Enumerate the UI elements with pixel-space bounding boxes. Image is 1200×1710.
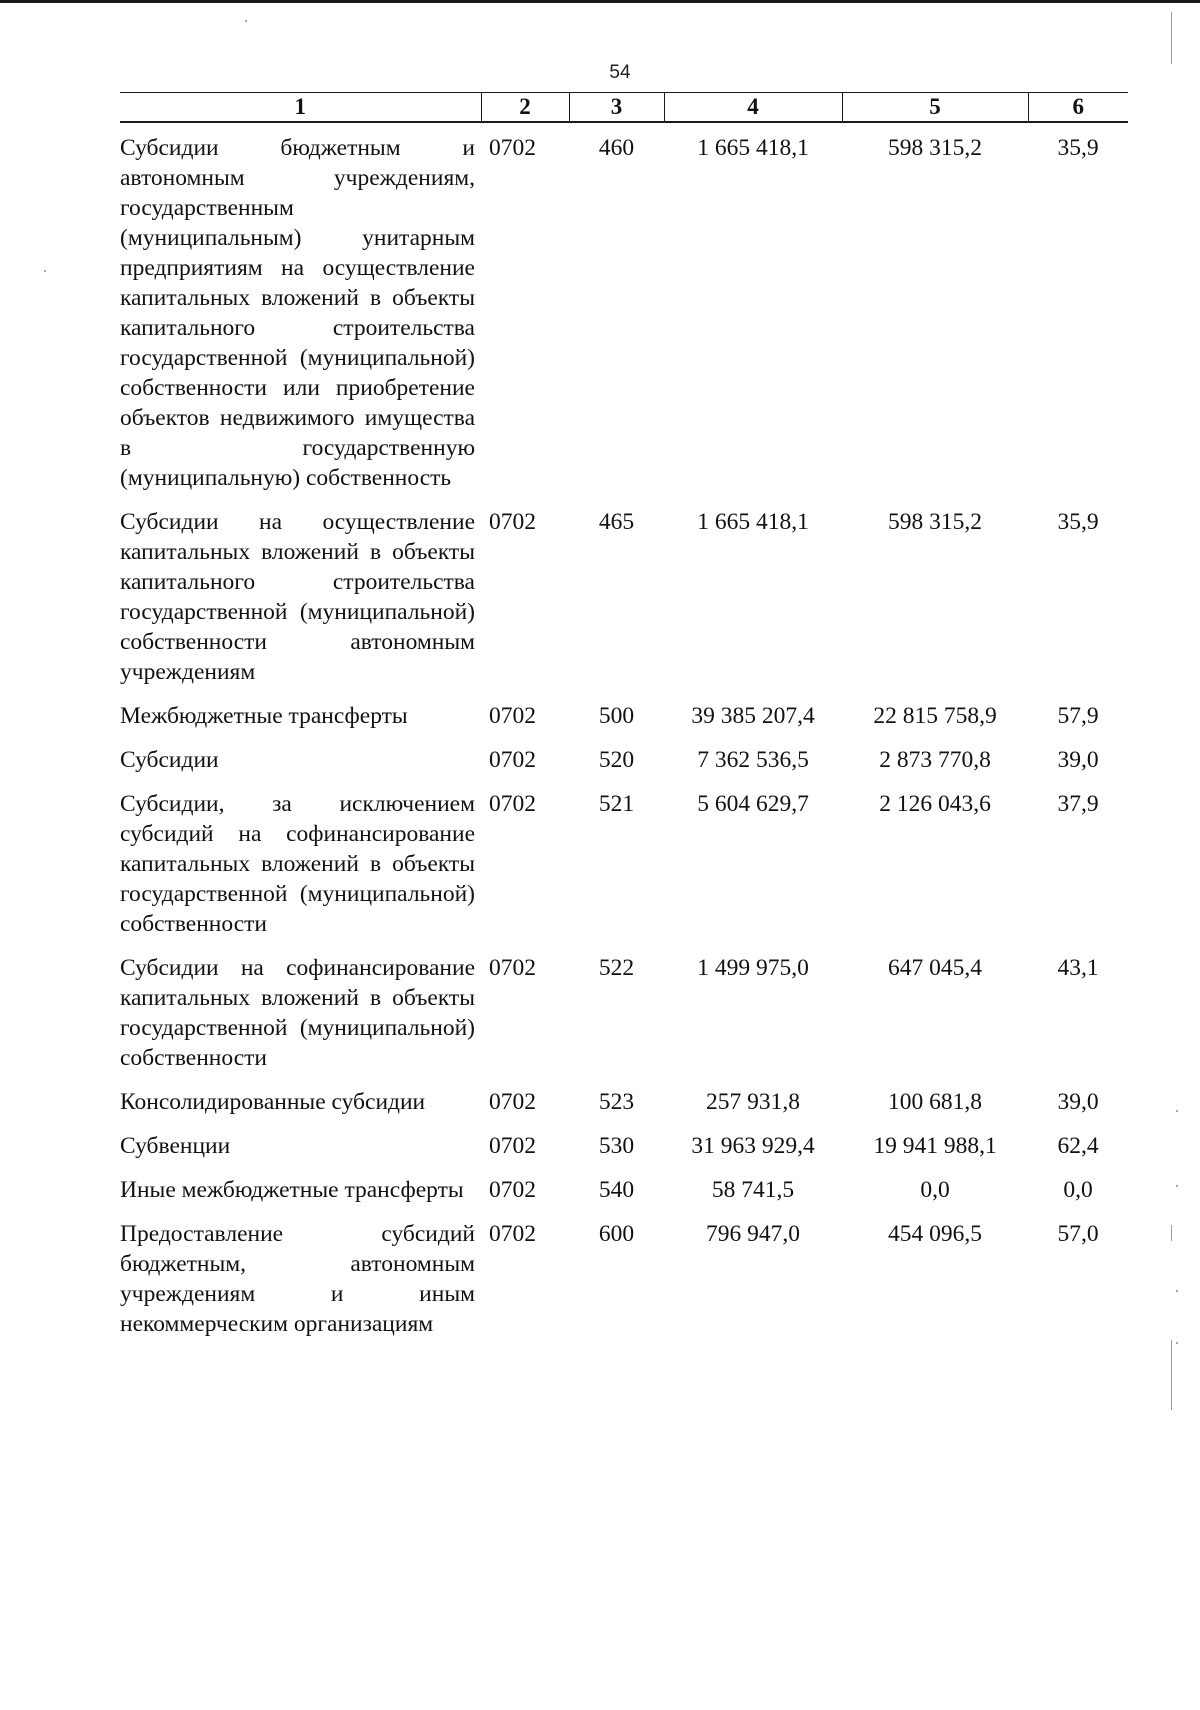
table-row [120, 1087, 1128, 1117]
row-plan-value: 1 499 975,0 [697, 955, 809, 981]
row-actual-value: 647 045,4 [888, 955, 982, 981]
row-expense-code: 600 [598, 1221, 635, 1247]
row-percent: 39,0 [1057, 747, 1099, 773]
scan-mark [1176, 1110, 1178, 1112]
row-percent: 43,1 [1057, 955, 1099, 981]
row-actual-value: 22 815 758,9 [873, 703, 997, 729]
row-plan-value: 796 947,0 [706, 1221, 800, 1247]
row-spacer [120, 1161, 1128, 1175]
row-actual-value: 19 941 988,1 [873, 1133, 997, 1159]
row-spacer [120, 687, 1128, 701]
row-percent: 35,9 [1057, 509, 1099, 535]
column-header-6: 6 [1028, 93, 1128, 123]
row-plan-value: 58 741,5 [711, 1177, 795, 1203]
row-expense-code: 520 [598, 747, 635, 773]
row-percent: 37,9 [1057, 791, 1099, 817]
row-spacer [120, 493, 1128, 507]
table-header [120, 93, 1128, 123]
row-name: Межбюджетные трансферты [120, 703, 408, 729]
row-expense-code: 500 [598, 703, 635, 729]
row-expense-code: 460 [598, 135, 635, 161]
row-percent: 39,0 [1057, 1089, 1099, 1115]
row-spacer [120, 1205, 1128, 1219]
row-percent: 57,9 [1057, 703, 1099, 729]
row-spacer [120, 775, 1128, 789]
row-plan-value: 1 665 418,1 [697, 509, 809, 535]
scan-mark [1171, 1225, 1172, 1241]
row-section-code: 0702 [489, 1221, 536, 1247]
row-section-code: 0702 [489, 1133, 536, 1159]
row-percent: 0,0 [1063, 1177, 1093, 1203]
row-spacer [120, 1117, 1128, 1131]
scan-mark [1171, 12, 1172, 64]
row-expense-code: 522 [598, 955, 635, 981]
row-section-code: 0702 [489, 135, 536, 161]
row-plan-value: 31 963 929,4 [691, 1133, 815, 1159]
scan-mark [245, 20, 247, 22]
table-row [120, 1219, 1128, 1339]
row-section-code: 0702 [489, 955, 536, 981]
column-header-4: 4 [664, 93, 842, 123]
row-plan-value: 257 931,8 [706, 1089, 800, 1115]
table-row [120, 701, 1128, 731]
row-section-code: 0702 [489, 1089, 536, 1115]
row-name: Субсидии бюджетным и автономным учреждениям, государственным (муниципальным) унитарным предприятиям на осуществление капитальных вложений в объекты капитального строительства государственной (муниципальной) собственности или приобретение объектов недвижимого имущества в государственную (муниципальную) собственность [120, 135, 475, 491]
row-actual-value: 454 096,5 [888, 1221, 982, 1247]
row-section-code: 0702 [489, 747, 536, 773]
header-row [120, 93, 1128, 123]
row-percent: 57,0 [1057, 1221, 1099, 1247]
row-section-code: 0702 [489, 791, 536, 817]
row-actual-value: 598 315,2 [888, 509, 982, 535]
scan-mark [1176, 1185, 1178, 1187]
row-name: Субсидии на софинансирование капитальных вложений в объекты государственной (муниципальной) собственности [120, 955, 475, 1071]
row-plan-value: 5 604 629,7 [697, 791, 809, 817]
table-row [120, 1175, 1128, 1205]
row-actual-value: 100 681,8 [888, 1089, 982, 1115]
table-body [120, 122, 1128, 1339]
row-name: Субсидии [120, 747, 219, 773]
row-name: Предоставление субсидий бюджетным, автономным учреждениям и иным некоммерческим организациям [120, 1221, 475, 1337]
column-header-3: 3 [569, 93, 664, 123]
row-expense-code: 521 [598, 791, 635, 817]
column-header-2: 2 [481, 93, 569, 123]
table-row [120, 789, 1128, 939]
row-plan-value: 1 665 418,1 [697, 135, 809, 161]
row-actual-value: 2 873 770,8 [879, 747, 991, 773]
row-expense-code: 530 [598, 1133, 635, 1159]
row-spacer [120, 731, 1128, 745]
row-section-code: 0702 [489, 703, 536, 729]
row-name: Консолидированные субсидии [120, 1089, 426, 1115]
table-row [120, 1131, 1128, 1161]
row-name: Субсидии, за исключением субсидий на софинансирование капитальных вложений в объекты государственной (муниципальной) собственности [120, 791, 475, 937]
table-row [120, 745, 1128, 775]
row-plan-value: 7 362 536,5 [697, 747, 809, 773]
scan-mark [44, 270, 46, 272]
row-expense-code: 465 [598, 509, 635, 535]
row-expense-code: 540 [598, 1177, 635, 1203]
row-spacer [120, 939, 1128, 953]
page-number: 54 [609, 62, 631, 83]
row-actual-value: 2 126 043,6 [879, 791, 991, 817]
row-percent: 35,9 [1057, 135, 1099, 161]
row-section-code: 0702 [489, 1177, 536, 1203]
row-percent: 62,4 [1057, 1133, 1099, 1159]
row-section-code: 0702 [489, 509, 536, 535]
page-top-border [0, 0, 1200, 3]
row-name: Субвенции [120, 1133, 231, 1159]
scan-mark [1176, 1290, 1178, 1292]
table-row [120, 122, 1128, 493]
row-actual-value: 598 315,2 [888, 135, 982, 161]
row-plan-value: 39 385 207,4 [691, 703, 815, 729]
row-spacer [120, 1073, 1128, 1087]
row-actual-value: 0,0 [920, 1177, 950, 1203]
column-header-5: 5 [842, 93, 1028, 123]
row-name: Иные межбюджетные трансферты [120, 1177, 464, 1203]
scan-mark [1171, 1340, 1172, 1410]
table-row [120, 507, 1128, 687]
scan-mark [1176, 1342, 1178, 1344]
budget-table [120, 92, 1128, 1339]
row-expense-code: 523 [598, 1089, 635, 1115]
column-header-1: 1 [120, 93, 481, 123]
row-name: Субсидии на осуществление капитальных вложений в объекты капитального строительства государственной (муниципальной) собственности автономным учреждениям [120, 509, 475, 685]
table-row [120, 953, 1128, 1073]
